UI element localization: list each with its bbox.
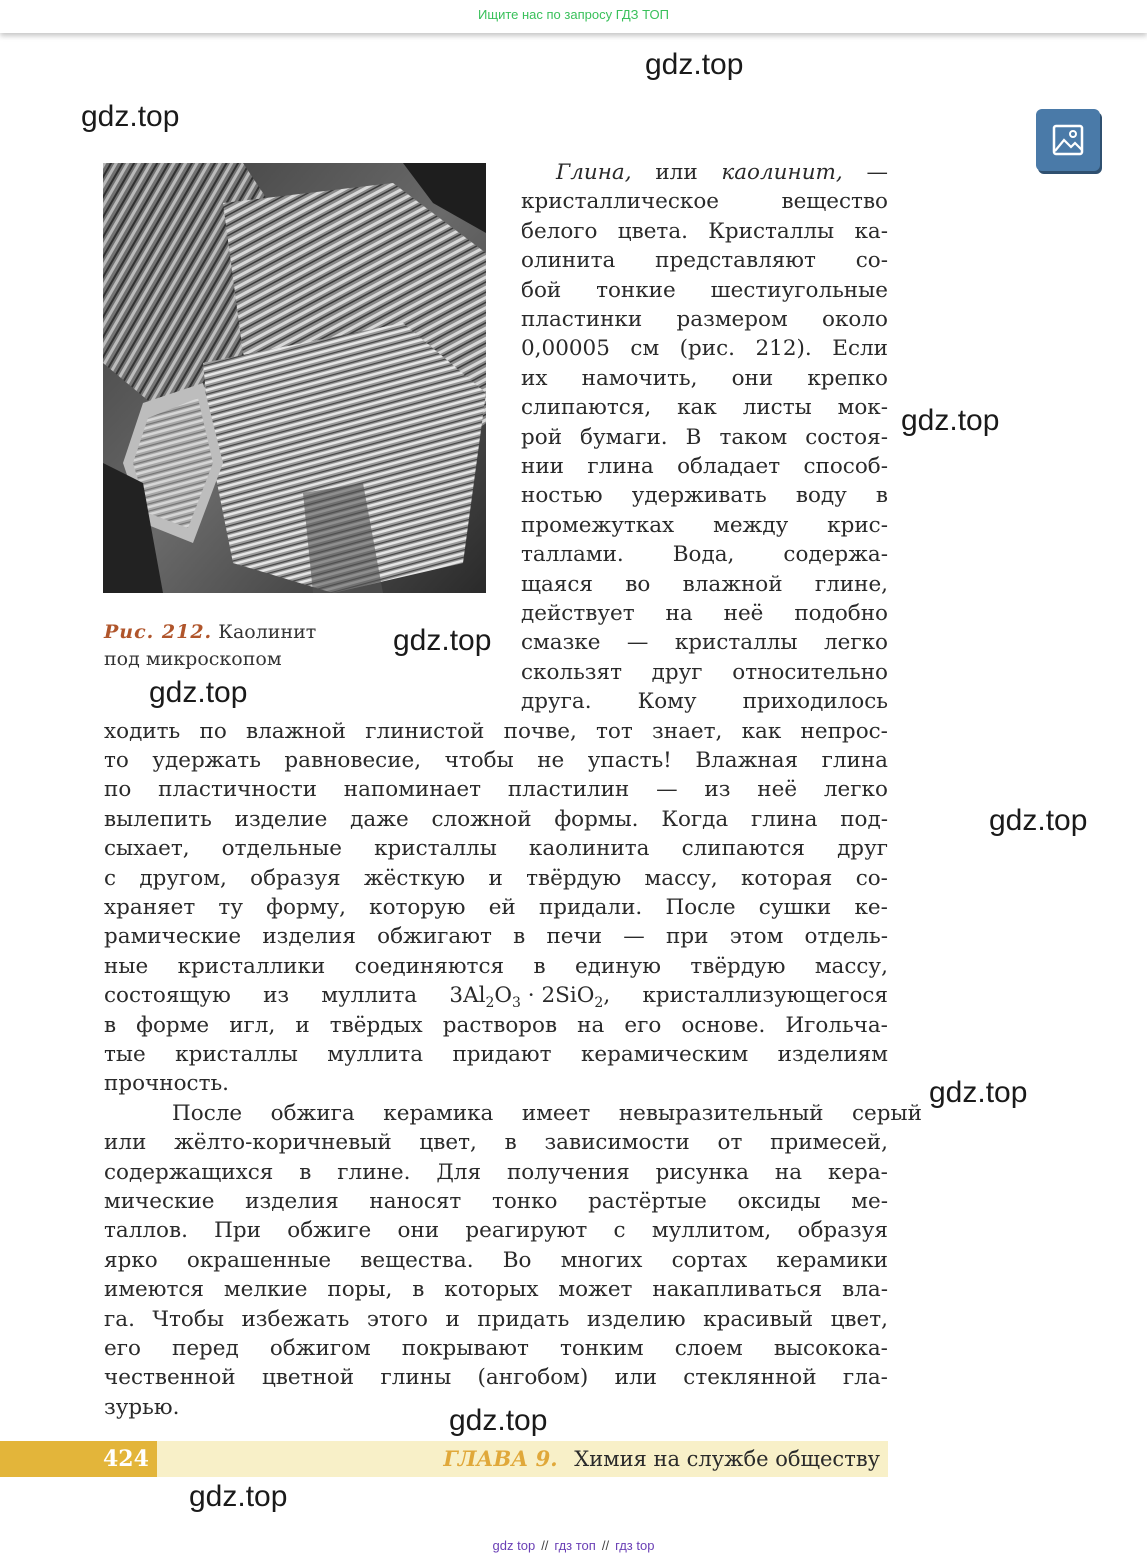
figure-caption-line2: под микроскопом	[104, 648, 282, 670]
top-banner	[0, 0, 1147, 33]
figure-caption	[104, 619, 394, 673]
image-icon	[1051, 123, 1085, 157]
text-line: таллов. При обжиге они реагируют с муллитом, образуя	[104, 1218, 888, 1244]
page-number: 424	[0, 1441, 157, 1477]
text-line: храняет ту форму, которую ей придали. После сушки ке-	[104, 895, 888, 920]
image-view-button[interactable]	[1036, 109, 1100, 171]
text-line: в форме игл, и твёрдых растворов на его основе. Игольча-	[104, 1012, 888, 1038]
kaolinite-micrograph-image	[103, 163, 486, 593]
text-line: их намочить, они крепко	[521, 365, 888, 391]
text-line: 0,00005 см (рис. 212). Если	[521, 336, 888, 362]
watermark: gdz.top	[81, 100, 180, 133]
bottom-sep: //	[541, 1538, 549, 1553]
text-line: прочность.	[104, 1071, 230, 1097]
top-banner-link[interactable]: Ищите нас по запросу ГДЗ ТОП	[478, 7, 669, 22]
bottom-link-1[interactable]: gdz top	[492, 1538, 536, 1553]
text-line: по пластичности напоминает пластилин — из неё легко	[104, 777, 888, 803]
text-line: или жёлто-коричневый цвет, в зависимости от примесей,	[104, 1130, 888, 1156]
watermark: gdz.top	[989, 804, 1088, 837]
kaolinite-micrograph	[103, 163, 486, 593]
text-line: друга. Кому приходилось	[521, 689, 888, 715]
text-line: Глина, или каолинит, —	[556, 160, 888, 185]
figure-label: Рис. 212.	[104, 621, 213, 643]
text-line: скользят друг относительно	[521, 659, 888, 685]
chapter-heading	[443, 1441, 880, 1477]
bottom-link-3[interactable]: гдз top	[615, 1538, 655, 1553]
mullite-formula: $3Al_2O_3 \cdot 2SiO_2$,	[449, 983, 611, 1012]
text-line: то удержать равновесие, чтобы не упасть! Влажная глина	[104, 748, 888, 773]
text-line: чественной цветной глины (ангобом) или стеклянной гла-	[104, 1365, 888, 1391]
text-line: действует на неё подобно	[521, 601, 888, 626]
text-line: слипаются, как листы мок-	[521, 395, 888, 421]
text-line: щаяся во влажной глине,	[521, 571, 888, 597]
text-line: ходить по влажной глинистой почве, тот знает, как непрос-	[104, 718, 888, 744]
text-line: нии глина обладает способ-	[521, 454, 888, 479]
watermark: gdz.top	[449, 1404, 548, 1437]
text-line: ярко окрашенные вещества. Во многих сортах керамики	[104, 1247, 888, 1273]
text-line: таллами. Вода, содержа-	[521, 542, 888, 568]
text-line: га. Чтобы избежать этого и придать изделию красивый цвет,	[104, 1306, 888, 1332]
text-line: рой бумаги. В таком состоя-	[521, 424, 888, 450]
bottom-link-2[interactable]: гдз топ	[554, 1538, 596, 1553]
bottom-sep: //	[601, 1538, 610, 1553]
text-line: ностью удерживать воду в	[521, 483, 888, 509]
text-line: мические изделия наносят тонко растёртые оксиды ме-	[104, 1189, 888, 1214]
text-line: его перед обжигом покрывают тонким слоем высокока-	[104, 1336, 888, 1361]
chapter-label: ГЛАВА 9.	[443, 1446, 558, 1471]
watermark: gdz.top	[929, 1076, 1028, 1109]
text-line: пластинки размером около	[521, 307, 888, 332]
watermark: gdz.top	[645, 48, 744, 81]
text-line: олинита представляют со-	[521, 248, 888, 274]
text-line: с другом, образуя жёсткую и твёрдую массу, которая со-	[104, 865, 888, 891]
page-footer	[0, 1441, 888, 1477]
text-line: состоящую из муллита $3Al_2O_3 \cdot 2SiO_2$, кристаллизующегося	[104, 983, 888, 1012]
text-line: белого цвета. Кристаллы ка-	[521, 218, 888, 244]
text-line: сыхает, отдельные кристаллы каолинита слипаются друг	[104, 836, 888, 862]
text-line: тые кристаллы муллита придают керамическим изделиям	[104, 1042, 888, 1067]
text-line: ные кристаллики соединяются в единую твёрдую массу,	[104, 953, 888, 979]
text-line: промежутках между крис-	[521, 512, 888, 538]
text-line: вылепить изделие даже сложной формы. Когда глина под-	[104, 806, 888, 832]
text-line: зурью.	[104, 1394, 180, 1420]
watermark: gdz.top	[189, 1480, 288, 1513]
chapter-title: Химия на службе обществу	[574, 1447, 880, 1471]
watermark: gdz.top	[149, 676, 248, 709]
bottom-links	[0, 1538, 1147, 1553]
watermark: gdz.top	[901, 404, 1000, 437]
figure-caption-line1: Каолинит	[218, 621, 317, 643]
text-line: содержащихся в глине. Для получения рисунка на кера-	[104, 1159, 888, 1185]
text-line: имеются мелкие поры, в которых может накапливаться вла-	[104, 1277, 888, 1303]
text-line: бой тонкие шестиугольные	[521, 277, 888, 303]
text-line: рамические изделия обжигают в печи — при этом отдель-	[104, 924, 888, 950]
text-line: После обжига керамика имеет невыразительный серый	[172, 1100, 922, 1126]
text-line: смазке — кристаллы легко	[521, 630, 888, 656]
watermark: gdz.top	[393, 624, 492, 657]
text-line: кристаллическое вещество	[521, 189, 888, 215]
